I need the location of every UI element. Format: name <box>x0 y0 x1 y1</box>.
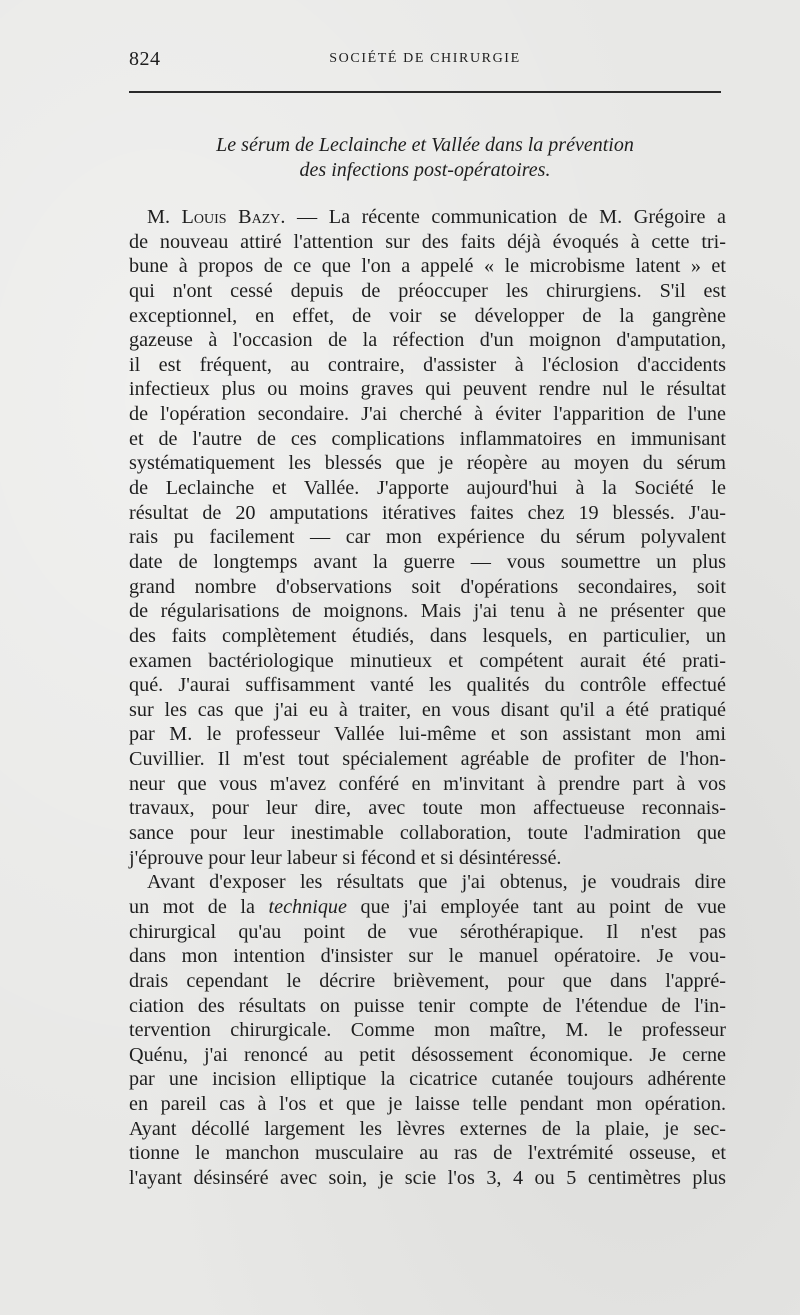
text-line: grand nombre d'observations soit d'opérations secondaires, soit <box>129 575 726 598</box>
text-line: par M. le professeur Vallée lui-même et son assistant mon ami <box>129 723 726 746</box>
text-line: ciation des résultats on puisse tenir compte de l'étendue de l'in- <box>129 994 726 1017</box>
text-line: Cuvillier. Il m'est tout spécialement agréable de profiter de l'hon- <box>129 748 726 771</box>
text-line: l'ayant désinséré avec soin, je scie l'os 3, 4 ou 5 centimètres plus <box>129 1166 726 1189</box>
text-line-rest: — La récente communication de M. Grégoire a <box>285 206 726 228</box>
text-line <box>129 205 726 230</box>
text-line: de régularisations de moignons. Mais j'ai tenu à ne présenter que <box>129 600 726 623</box>
article-title <box>129 133 721 183</box>
text-line: et de l'autre de ces complications inflammatoires en immunisant <box>129 427 726 450</box>
text-line: par une incision elliptique la cicatrice cutanée toujours adhérente <box>129 1068 726 1091</box>
text-line: tervention chirurgicale. Comme mon maître, M. le professeur <box>129 1019 726 1042</box>
text-line: Ayant décollé largement les lèvres externes de la plaie, je sec- <box>129 1117 726 1140</box>
text-line: drais cependant le décrire brièvement, pour que dans l'appré- <box>129 969 726 992</box>
text-line: systématiquement les blessés que je réopère au moyen du sérum <box>129 452 726 475</box>
text-line: exceptionnel, en effet, de voir se développer de la gangrène <box>129 304 726 327</box>
body-text <box>129 205 726 1191</box>
text-line: dans mon intention d'insister sur le manuel opératoire. Je vou- <box>129 945 726 968</box>
text-line: de nouveau attiré l'attention sur des faits déjà évoqués à cette tri- <box>129 230 726 253</box>
header-rule <box>129 91 721 93</box>
text-line <box>129 895 726 920</box>
speaker-name: M. Louis Bazy. <box>147 206 286 228</box>
text-line: sance pour leur inestimable collaboration, toute l'admiration que <box>129 822 726 845</box>
text-fragment: un mot de la <box>129 895 269 918</box>
running-head <box>129 48 721 72</box>
text-line: de Leclainche et Vallée. J'apporte aujourd'hui à la Société le <box>129 477 726 500</box>
text-line: chirurgical qu'au point de vue sérothérapique. Il n'est pas <box>129 920 726 943</box>
text-line: résultat de 20 amputations itératives faites chez 19 blessés. J'au- <box>129 501 726 524</box>
text-line: qui n'ont cessé depuis de préoccuper les chirurgiens. S'il est <box>129 279 726 302</box>
text-line: travaux, pour leur dire, avec toute mon affectueuse reconnais- <box>129 797 726 820</box>
text-line: gazeuse à l'occasion de la réfection d'un moignon d'amputation, <box>129 329 726 352</box>
text-line: en pareil cas à l'os et que je laisse telle pendant mon opération. <box>129 1093 726 1116</box>
running-title: SOCIÉTÉ DE CHIRURGIE <box>329 51 521 66</box>
page-number: 824 <box>129 48 161 70</box>
text-line: qué. J'aurai suffisamment vanté les qualités du contrôle effectué <box>129 674 726 697</box>
article-title-line-1: Le sérum de Leclainche et Vallée dans la prévention <box>216 134 634 156</box>
text-line: examen bactériologique minutieux et compétent aurait été prati- <box>129 649 726 672</box>
text-line: il est fréquent, au contraire, d'assister à l'éclosion d'accidents <box>129 353 726 376</box>
text-line: neur que vous m'avez conféré en m'invitant à prendre part à vos <box>129 772 726 795</box>
text-line: Avant d'exposer les résultats que j'ai obtenus, je voudrais dire <box>147 871 726 894</box>
article-title-line-2: des infections post-opératoires. <box>299 159 551 181</box>
text-line: des faits complètement étudiés, dans lesquels, en particulier, un <box>129 624 726 647</box>
text-fragment: que j'ai employée tant au point de vue <box>346 895 726 918</box>
text-line: Quénu, j'ai renoncé au petit désossement économique. Je cerne <box>129 1043 726 1066</box>
italic-term: technique <box>268 895 347 918</box>
text-line: date de longtemps avant la guerre — vous soumettre un plus <box>129 550 726 573</box>
text-line: de l'opération secondaire. J'ai cherché à éviter l'apparition de l'une <box>129 403 726 426</box>
text-line: tionne le manchon musculaire au ras de l'extrémité osseuse, et <box>129 1142 726 1165</box>
text-line: j'éprouve pour leur labeur si fécond et si désintéressé. <box>129 846 562 869</box>
text-line: bune à propos de ce que l'on a appelé « le microbisme latent » et <box>129 255 726 278</box>
text-line: sur les cas que j'ai eu à traiter, en vous disant qu'il a été pratiqué <box>129 698 726 721</box>
text-line: infectieux plus ou moins graves qui peuvent rendre nul le résultat <box>129 378 726 401</box>
text-line: rais pu facilement — car mon expérience du sérum polyvalent <box>129 526 726 549</box>
